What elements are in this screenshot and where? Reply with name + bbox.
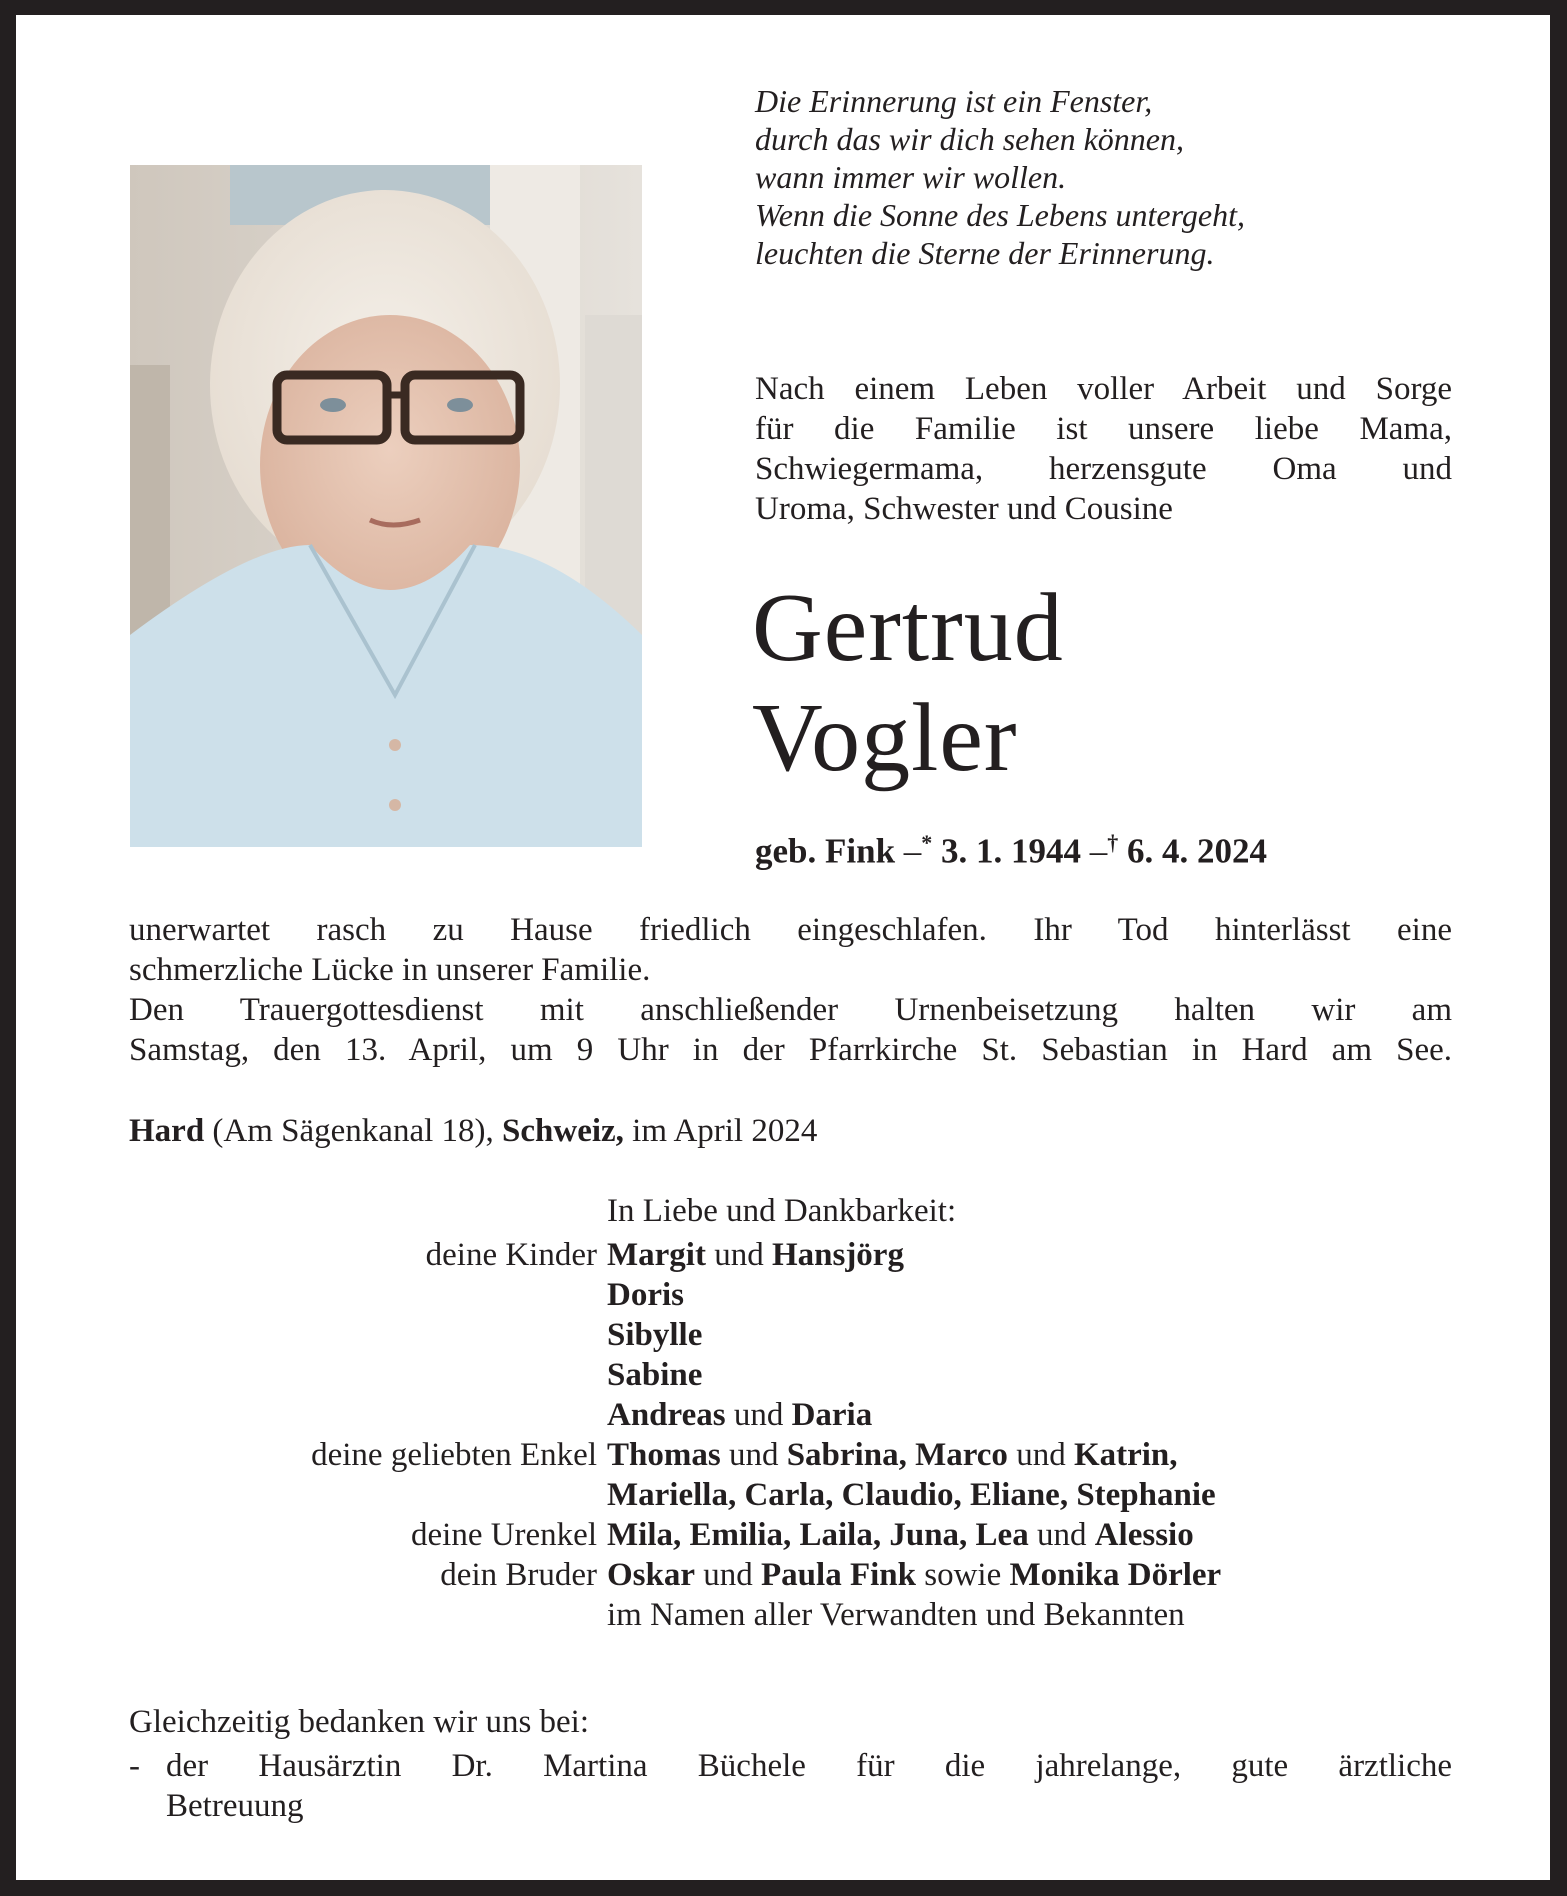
announcement-line: Den Trauergottesdienst mit anschließender Urnenbeisetzung halten wir am	[129, 992, 1452, 1028]
relation-label	[16, 1595, 607, 1635]
thanks-item-line: Betreuung	[166, 1788, 304, 1824]
mourner-name: Mariella, Carla, Claudio, Eliane, Stephanie	[607, 1477, 1216, 1513]
relation-label	[16, 1475, 607, 1515]
mourner-names	[607, 1435, 1178, 1475]
birth-name: geb. Fink	[755, 831, 896, 871]
bullet-dash: -	[129, 1748, 140, 1784]
portrait-photo	[130, 165, 642, 847]
life-dates	[755, 823, 1267, 872]
thanks-item	[129, 1746, 1452, 1826]
relation-label: deine geliebten Enkel	[311, 1437, 597, 1473]
mourner-name: Margit	[607, 1237, 706, 1273]
connector-text: und	[725, 1397, 792, 1433]
intro-paragraph	[755, 369, 1452, 529]
mourner-row	[16, 1475, 1550, 1515]
deceased-name	[752, 573, 1064, 793]
intro-line: Nach einem Leben voller Arbeit und Sorge	[755, 371, 1452, 407]
thanks-item-line: der Hausärztin Dr. Martina Büchele für die jahrelange, gute ärztliche	[166, 1748, 1452, 1784]
mourner-names	[607, 1395, 872, 1435]
announcement-line: Samstag, den 13. April, um 9 Uhr in der Pfarrkirche St. Sebastian in Hard am See.	[129, 1032, 1452, 1068]
poem-line: durch das wir dich sehen können,	[755, 121, 1184, 157]
relation-label: deine Urenkel	[411, 1517, 597, 1553]
connector-text: und	[1028, 1517, 1095, 1553]
mourner-name: Sabine	[607, 1357, 703, 1393]
obituary-sheet	[16, 15, 1550, 1880]
connector-text: und	[705, 1237, 772, 1273]
dash-separator: –	[1089, 831, 1108, 871]
first-name: Gertrud	[752, 574, 1064, 682]
mourner-names	[607, 1235, 904, 1275]
address: (Am Sägenkanal 18),	[212, 1113, 494, 1149]
town: Hard	[129, 1113, 205, 1149]
mourner-row	[16, 1235, 1550, 1275]
mourner-name: Doris	[607, 1277, 684, 1313]
mourner-name: Monika Dörler	[1009, 1557, 1222, 1593]
mourner-row	[16, 1515, 1550, 1555]
mourner-row	[16, 1555, 1550, 1595]
connector-text: und	[720, 1437, 787, 1473]
mourner-name: Sibylle	[607, 1317, 703, 1353]
poem-line: Die Erinnerung ist ein Fenster,	[755, 83, 1153, 119]
thanks-item-text	[166, 1746, 1452, 1826]
last-name: Vogler	[752, 684, 1018, 792]
connector-text: im Namen aller Verwandten und Bekannten	[607, 1597, 1185, 1633]
died-symbol: †	[1107, 830, 1119, 855]
connector-text: und	[695, 1557, 762, 1593]
mourners-list	[16, 1191, 1550, 1635]
mourner-name: Sabrina, Marco	[786, 1437, 1008, 1473]
mourner-name: Paula Fink	[761, 1557, 916, 1593]
relation-label: dein Bruder	[440, 1557, 597, 1593]
mourner-row	[16, 1355, 1550, 1395]
connector-text: sowie	[915, 1557, 1010, 1593]
mourner-row	[16, 1315, 1550, 1355]
announcement-paragraph	[129, 910, 1452, 1070]
month-year: im April 2024	[632, 1113, 818, 1149]
mourner-names	[607, 1275, 684, 1315]
poem-line: leuchten die Sterne der Erinnerung.	[755, 235, 1215, 271]
birth-date: 3. 1. 1944	[941, 831, 1082, 871]
relation-label	[16, 1315, 607, 1355]
mourner-names	[607, 1355, 702, 1395]
mourner-name: Thomas	[607, 1437, 721, 1473]
intro-line: Schwiegermama, herzensgute Oma und	[755, 451, 1452, 487]
memorial-poem	[755, 82, 1245, 272]
mourner-name: Alessio	[1094, 1517, 1194, 1553]
dash-separator: –	[903, 831, 922, 871]
mourner-row	[16, 1435, 1550, 1475]
signoff-heading: In Liebe und Dankbarkeit:	[607, 1193, 957, 1229]
mourner-names	[607, 1315, 702, 1355]
relation-label	[16, 1355, 607, 1395]
intro-line: Uroma, Schwester und Cousine	[755, 491, 1173, 527]
intro-line: für die Familie ist unsere liebe Mama,	[755, 411, 1452, 447]
poem-line: Wenn die Sonne des Lebens untergeht,	[755, 197, 1245, 233]
thanks-section	[129, 1702, 1452, 1826]
relation-label	[16, 1395, 607, 1435]
mourner-names	[607, 1475, 1216, 1515]
mourner-name: Oskar	[607, 1557, 696, 1593]
country: Schweiz,	[502, 1113, 624, 1149]
mourner-name: Hansjörg	[771, 1237, 904, 1273]
portrait-illustration	[130, 165, 642, 847]
signoff-heading-row	[16, 1191, 1550, 1231]
mourner-row	[16, 1395, 1550, 1435]
death-date: 6. 4. 2024	[1127, 831, 1268, 871]
mourner-name: Andreas	[607, 1397, 726, 1433]
mourner-row	[16, 1595, 1550, 1635]
poem-line: wann immer wir wollen.	[755, 159, 1067, 195]
mourner-names	[607, 1555, 1221, 1595]
relation-label	[16, 1275, 607, 1315]
mourner-name: Daria	[791, 1397, 873, 1433]
announcement-line: unerwartet rasch zu Hause friedlich eingeschlafen. Ihr Tod hinterlässt eine	[129, 912, 1452, 948]
mourner-names	[607, 1595, 1185, 1635]
mourner-name: Katrin,	[1073, 1437, 1178, 1473]
mourner-name: Mila, Emilia, Laila, Juna, Lea	[607, 1517, 1029, 1553]
place-date-line	[129, 1111, 817, 1151]
born-symbol: *	[921, 830, 933, 855]
mourner-names	[607, 1515, 1194, 1555]
thanks-heading: Gleichzeitig bedanken wir uns bei:	[129, 1704, 590, 1740]
relation-label: deine Kinder	[425, 1237, 597, 1273]
connector-text: und	[1007, 1437, 1074, 1473]
mourner-row	[16, 1275, 1550, 1315]
announcement-line: schmerzliche Lücke in unserer Familie.	[129, 952, 651, 988]
